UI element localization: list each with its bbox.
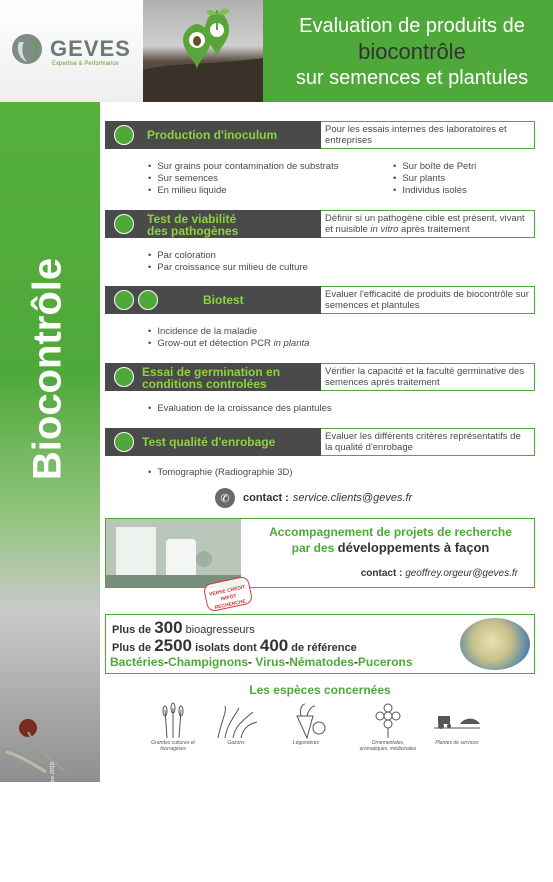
biotest-icon-2 xyxy=(138,290,158,310)
flower-icon xyxy=(365,702,411,738)
section-title: Test qualité d'enrobage xyxy=(142,435,276,449)
grass-icon xyxy=(213,702,259,738)
list-item: • Individus isolés xyxy=(393,185,476,197)
section-germination xyxy=(105,363,535,391)
stats-box xyxy=(105,614,535,674)
title-line-1: Evaluation de produits de xyxy=(299,15,525,37)
germination-icon xyxy=(114,367,134,387)
logo-tagline: Expertise & Performance xyxy=(52,61,119,67)
list-item: • En milieu liquide xyxy=(148,185,338,197)
title-line-3: sur semences et plantules xyxy=(295,67,529,89)
tractor-field-icon xyxy=(434,702,480,738)
section-title: Biotest xyxy=(203,293,244,307)
credit-impot-stamp: VERSE CRÉDIT IMPÔT RECHERCHE xyxy=(203,576,254,613)
contact-label: contact : xyxy=(243,492,289,504)
list-item: • Sur grains pour contamination de substrats xyxy=(148,161,338,173)
header xyxy=(0,0,553,102)
wheat-icon xyxy=(150,702,196,738)
species-label: Gazons xyxy=(227,740,245,746)
section-description: Vérifier la capacité et la faculté germinative des semences après traitement xyxy=(321,363,535,391)
list-item: • Evaluation de la croissance des plantules xyxy=(148,403,332,415)
sprout-photo xyxy=(6,692,66,772)
list-item: • Sur semences xyxy=(148,173,338,185)
section-viabilite xyxy=(105,210,535,238)
section-description: Evaluer les différents critères représentatifs de la qualité d'enrobage xyxy=(321,428,535,456)
section-biotest xyxy=(105,286,535,314)
accompagnement-email-link[interactable]: geoffrey.orgeur@geves.fr xyxy=(405,568,518,579)
species-label: Plantes de services xyxy=(435,740,479,746)
vegetable-icon xyxy=(283,702,329,738)
species-label: Ornementales, aromatiques, médicinales xyxy=(359,740,417,752)
species-label: Légumières xyxy=(292,740,320,746)
contact-service-clients xyxy=(215,488,412,508)
accompagnement-line-1: Accompagnement de projets de recherche xyxy=(269,525,512,539)
accompagnement-title xyxy=(248,525,533,556)
accompagnement-line-2: par des développements à façon xyxy=(291,540,490,555)
lab-photo xyxy=(106,519,241,587)
section-1-list-col1 xyxy=(148,161,338,197)
section-description: Définir si un pathogène cible est présent, vivant et nuisible in vitro après traitement xyxy=(321,210,535,238)
geves-logo-icon xyxy=(10,32,44,66)
biotest-icon-1 xyxy=(114,290,134,310)
geves-logo[interactable] xyxy=(10,30,135,75)
section-3-list xyxy=(148,326,309,350)
section-1-list-col2 xyxy=(393,161,476,197)
accompagnement-contact: contact : geoffrey.orgeur@geves.fr xyxy=(360,568,518,579)
seedling-pin-illustration xyxy=(143,0,263,102)
section-header xyxy=(105,363,321,391)
title-line-2: biocontrôle xyxy=(358,39,466,64)
section-title: Production d'inoculum xyxy=(147,128,278,142)
stats-types: Bactéries-Champignons- Virus-Nématodes-Pucerons xyxy=(110,655,413,669)
contact-email-link[interactable]: service.clients@geves.fr xyxy=(292,492,413,504)
section-title: Test de viabilité des pathogènes xyxy=(147,212,239,238)
sidebar xyxy=(0,102,100,882)
list-item: • Sur boîte de Petri xyxy=(393,161,476,173)
inoculum-icon xyxy=(114,125,134,145)
section-header xyxy=(105,121,321,149)
page-title xyxy=(272,13,552,91)
list-item: • Grow-out et détection PCR in planta xyxy=(148,338,309,350)
species-title: Les espèces concernées xyxy=(249,683,391,697)
list-item: • Par croissance sur milieu de culture xyxy=(148,262,308,274)
section-title: Essai de germination en conditions controlées xyxy=(142,365,281,391)
list-item: • Sur plants xyxy=(393,173,476,185)
accompagnement-box xyxy=(105,518,535,588)
section-production-inoculum xyxy=(105,121,535,149)
section-header xyxy=(105,210,321,238)
section-enrobage xyxy=(105,428,535,456)
header-photo xyxy=(143,0,263,102)
species-label: Grandes cultures et fourragères xyxy=(151,740,195,752)
viability-icon xyxy=(114,214,134,234)
petri-dish-photo xyxy=(460,618,530,670)
list-item: • Par coloration xyxy=(148,250,308,262)
list-item: • Tomographie (Radiographie 3D) xyxy=(148,467,293,479)
sidebar-word: Biocontrôle xyxy=(25,257,70,481)
phone-icon: ✆ xyxy=(215,488,235,508)
section-2-list xyxy=(148,250,308,274)
section-description: Evaluer l'efficacité de produits de biocontrôle sur semences et plantules xyxy=(321,286,535,314)
section-4-list xyxy=(148,403,332,415)
photo-credit: © GEVES - Crédit photos GEVES - octobre 2018 xyxy=(50,762,56,882)
section-description: Pour les essais internes des laboratoires et entreprises xyxy=(321,121,535,149)
lab-illustration xyxy=(106,519,241,587)
stats-isolats: Plus de 2500 isolats dont 400 de référence xyxy=(112,636,357,655)
list-item: • Incidence de la maladie xyxy=(148,326,309,338)
stats-bioagresseurs: Plus de 300 bioagresseurs xyxy=(112,618,255,637)
section-header xyxy=(105,286,321,314)
section-5-list xyxy=(148,467,293,479)
section-header xyxy=(105,428,321,456)
coating-quality-icon xyxy=(114,432,134,452)
logo-text: GEVES xyxy=(50,36,131,61)
